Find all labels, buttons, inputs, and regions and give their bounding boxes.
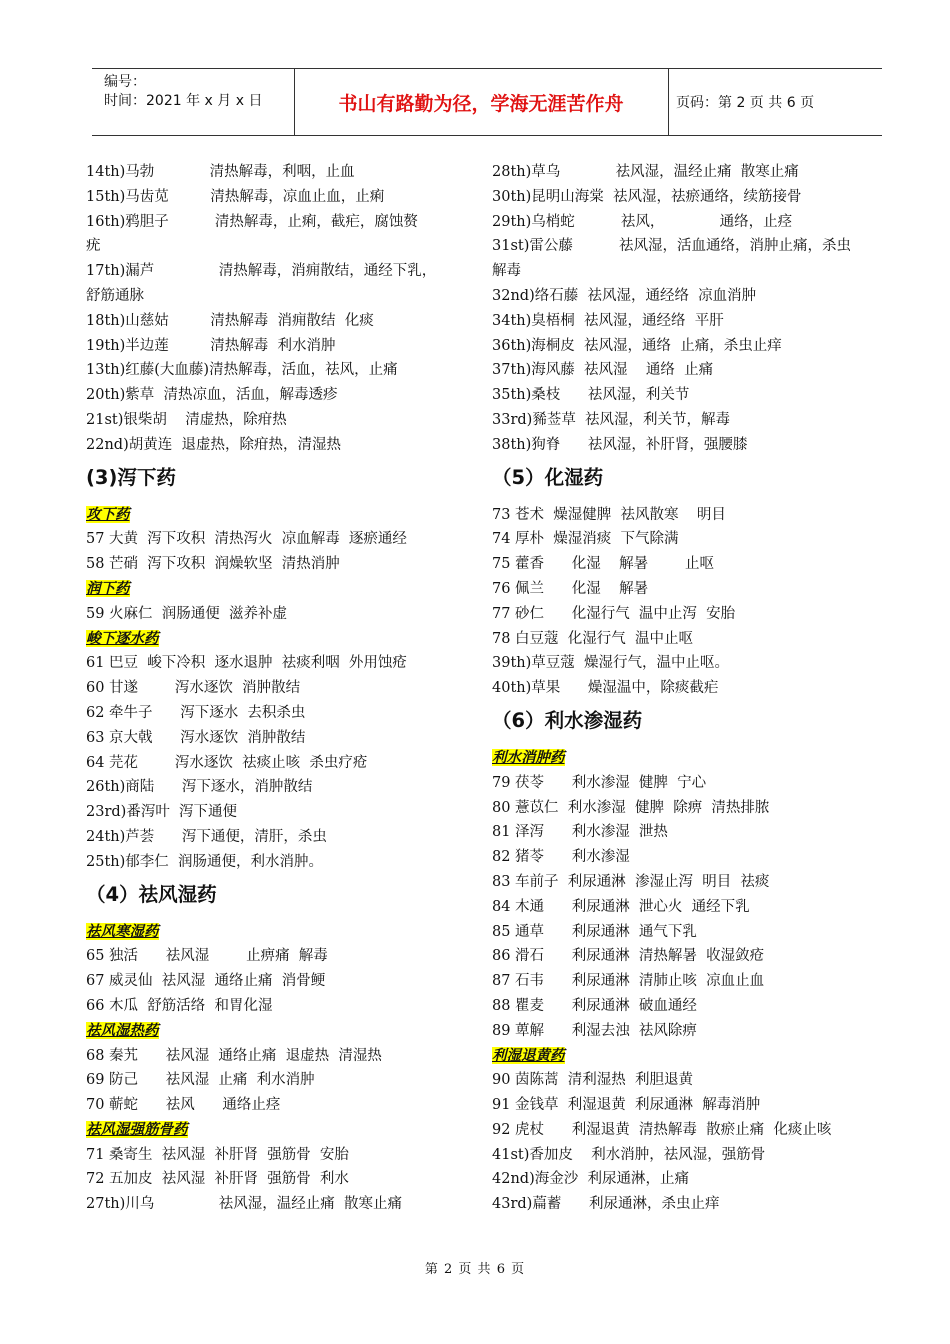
list-item: 33rd)豨莶草 祛风湿，利关节，解毒	[492, 411, 731, 428]
list-item: 91 金钱草 利湿退黄 利尿通淋 解毒消肿	[492, 1097, 761, 1114]
list-group	[86, 944, 466, 1018]
subsection-title: 峻下逐水药	[86, 629, 159, 647]
list-item: 43rd)萹蓄 利尿通淋，杀虫止痒	[492, 1196, 720, 1213]
list-item: 24th)芦荟 泻下通便，清肝，杀虫	[86, 828, 327, 845]
list-item: 59 火麻仁 润肠通便 滋养补虚	[86, 605, 287, 622]
list-item: 72 五加皮 祛风湿 补肝肾 强筋骨 利水	[86, 1171, 349, 1188]
list-item: 62 牵牛子 泻下逐水 去积杀虫	[86, 704, 306, 721]
list-item: 64 芫花 泻水逐饮 祛痰止咳 杀虫疗疮	[86, 754, 368, 771]
list-item: 88 瞿麦 利尿通淋 破血通经	[492, 997, 697, 1014]
list-item: 83 车前子 利尿通淋 渗湿止泻 明目 祛痰	[492, 873, 770, 890]
section-title: （6）利水渗湿药	[492, 708, 643, 732]
header-motto: 书山有路勤为径，学海无涯苦作舟	[338, 93, 624, 115]
list-group	[86, 527, 466, 577]
list-item: 15th)马齿苋 清热解毒，凉血止血，止痢	[86, 188, 385, 205]
subsection-title: 利湿退黄药	[492, 1046, 565, 1064]
left-column	[86, 160, 466, 1217]
list-item: 61 巴豆 峻下冷积 逐水退肿 祛痰利咽 外用蚀疮	[86, 655, 407, 672]
list-item: 82 猪苓 利水渗湿	[492, 849, 630, 866]
section-title: （4）祛风湿药	[86, 882, 217, 906]
list-item: 疣	[86, 238, 101, 255]
list-item: 23rd)番泻叶 泻下通便	[86, 804, 238, 821]
list-item: 74 厚朴 燥湿消痰 下气除满	[492, 531, 679, 548]
subsection-title: 攻下药	[86, 505, 130, 523]
list-item: 85 通草 利尿通淋 通气下乳	[492, 923, 697, 940]
list-item: 37th)海风藤 祛风湿 通络 止痛	[492, 362, 714, 379]
subsection-title: 祛风湿热药	[86, 1021, 159, 1039]
list-item: 41st)香加皮 利水消肿，祛风湿，强筋骨	[492, 1146, 766, 1163]
section-title: （5）化湿药	[492, 465, 604, 489]
right-column	[492, 160, 892, 1217]
list-item: 73 苍术 燥湿健脾 祛风散寒 明目	[492, 506, 726, 523]
list-group	[492, 771, 892, 1044]
page-header	[92, 68, 882, 136]
list-item: 14th)马勃 清热解毒，利咽，止血	[86, 164, 355, 180]
list-item: 87 石韦 利尿通淋 清肺止咳 凉血止血	[492, 973, 765, 990]
header-time-label: 时间：2021 年 x 月 x 日	[104, 93, 263, 109]
subsection-title: 润下药	[86, 579, 130, 597]
list-item: 86 滑石 利尿通淋 清热解暑 收湿敛疮	[492, 948, 765, 965]
list-item: 76 佩兰 化湿 解暑	[492, 580, 649, 597]
list-item: 26th)商陆 泻下逐水，消肿散结	[86, 779, 313, 796]
list-item: 65 独活 祛风湿 止痹痛 解毒	[86, 948, 328, 965]
list-item: 20th)紫草 清热凉血，活血，解毒透疹	[86, 387, 338, 404]
list-item: 舒筋通脉	[86, 287, 144, 304]
list-item: 92 虎杖 利湿退黄 清热解毒 散瘀止痛 化痰止咳	[492, 1121, 832, 1138]
list-item: 79 茯苓 利水渗湿 健脾 宁心	[492, 774, 707, 791]
list-item: 78 白豆蔻 化湿行气 温中止呕	[492, 630, 693, 647]
list-group	[86, 1044, 466, 1118]
list-item: 解毒	[492, 263, 521, 280]
list-item: 71 桑寄生 祛风湿 补肝肾 强筋骨 安胎	[86, 1146, 349, 1163]
header-divider	[668, 69, 669, 135]
list-item: 22nd)胡黄连 退虚热，除疳热，清湿热	[86, 436, 341, 453]
list-group	[492, 160, 892, 458]
page-footer: 第 2 页 共 6 页	[424, 1262, 526, 1277]
list-item: 57 大黄 泻下攻积 清热泻火 凉血解毒 逐瘀通经	[86, 531, 407, 548]
header-number-label: 编号：	[104, 74, 146, 90]
list-item: 40th)草果 燥湿温中，除痰截疟	[492, 680, 719, 697]
list-item: 16th)鸦胆子 清热解毒，止痢，截疟，腐蚀赘	[86, 213, 418, 230]
list-item: 58 芒硝 泻下攻积 润燥软坚 清热消肿	[86, 556, 340, 573]
list-item: 80 薏苡仁 利水渗湿 健脾 除痹 清热排脓	[492, 799, 770, 816]
list-group	[492, 503, 892, 701]
list-item: 17th)漏芦 清热解毒，消痈散结，通经下乳，	[86, 263, 437, 280]
list-item: 21st)银柴胡 清虚热，除疳热	[86, 411, 287, 428]
list-item: 25th)郁李仁 润肠通便，利水消肿。	[86, 853, 323, 870]
list-item: 66 木瓜 舒筋活络 和胃化湿	[86, 997, 273, 1014]
list-item: 30th)昆明山海棠 祛风湿，祛瘀通络，续筋接骨	[492, 188, 802, 205]
list-item: 38th)狗脊 祛风湿，补肝肾，强腰膝	[492, 436, 748, 453]
list-item: 77 砂仁 化湿行气 温中止泻 安胎	[492, 605, 736, 622]
header-meta	[104, 73, 262, 111]
section-title: (3)泻下药	[86, 465, 176, 489]
subsection-title: 祛风湿强筋骨药	[86, 1120, 188, 1138]
list-item: 29th)乌梢蛇 祛风， 通络，止痉	[492, 213, 793, 230]
list-group	[86, 1143, 466, 1217]
list-item: 81 泽泻 利水渗湿 泄热	[492, 824, 668, 841]
list-group	[86, 160, 466, 458]
list-item: 27th)川乌 祛风湿，温经止痛 散寒止痛	[86, 1196, 403, 1213]
header-page-info: 页码：第 2 页 共 6 页	[676, 95, 815, 111]
list-item: 89 萆解 利湿去浊 祛风除痹	[492, 1022, 697, 1039]
list-item: 34th)臭梧桐 祛风湿，通经络 平肝	[492, 312, 724, 329]
list-group	[492, 1068, 892, 1217]
list-item: 35th)桑枝 祛风湿，利关节	[492, 387, 690, 404]
list-item: 70 蕲蛇 祛风 通络止痉	[86, 1097, 281, 1114]
list-group	[86, 651, 466, 874]
list-item: 63 京大戟 泻水逐饮 消肿散结	[86, 729, 306, 746]
list-item: 90 茵陈蒿 清利湿热 利胆退黄	[492, 1072, 693, 1089]
list-item: 28th)草乌 祛风湿，温经止痛 散寒止痛	[492, 164, 799, 180]
list-item: 31st)雷公藤 祛风湿，活血通络，消肿止痛，杀虫	[492, 238, 851, 255]
list-item: 68 秦艽 祛风湿 通络止痛 退虚热 清湿热	[86, 1047, 382, 1064]
subsection-title: 利水消肿药	[492, 748, 565, 766]
list-item: 39th)草豆蔻 燥湿行气，温中止呕。	[492, 655, 729, 672]
list-item: 13th)红藤(大血藤)清热解毒，活血，祛风，止痛	[86, 362, 398, 379]
list-item: 75 藿香 化湿 解暑 止呕	[492, 556, 715, 573]
list-item: 69 防己 祛风湿 止痛 利水消肿	[86, 1072, 315, 1089]
list-item: 18th)山慈姑 清热解毒 消痈散结 化痰	[86, 312, 374, 329]
list-group	[86, 602, 466, 627]
list-item: 60 甘遂 泻水逐饮 消肿散结	[86, 680, 301, 697]
list-item: 42nd)海金沙 利尿通淋，止痛	[492, 1171, 689, 1188]
list-item: 19th)半边莲 清热解毒 利水消肿	[86, 337, 336, 354]
subsection-title: 祛风寒湿药	[86, 922, 159, 940]
list-item: 36th)海桐皮 祛风湿，通络 止痛，杀虫止痒	[492, 337, 782, 354]
list-item: 32nd)络石藤 祛风湿，通经络 凉血消肿	[492, 287, 757, 304]
list-item: 67 威灵仙 祛风湿 通络止痛 消骨鲠	[86, 973, 326, 990]
list-item: 84 木通 利尿通淋 泄心火 通经下乳	[492, 898, 750, 915]
